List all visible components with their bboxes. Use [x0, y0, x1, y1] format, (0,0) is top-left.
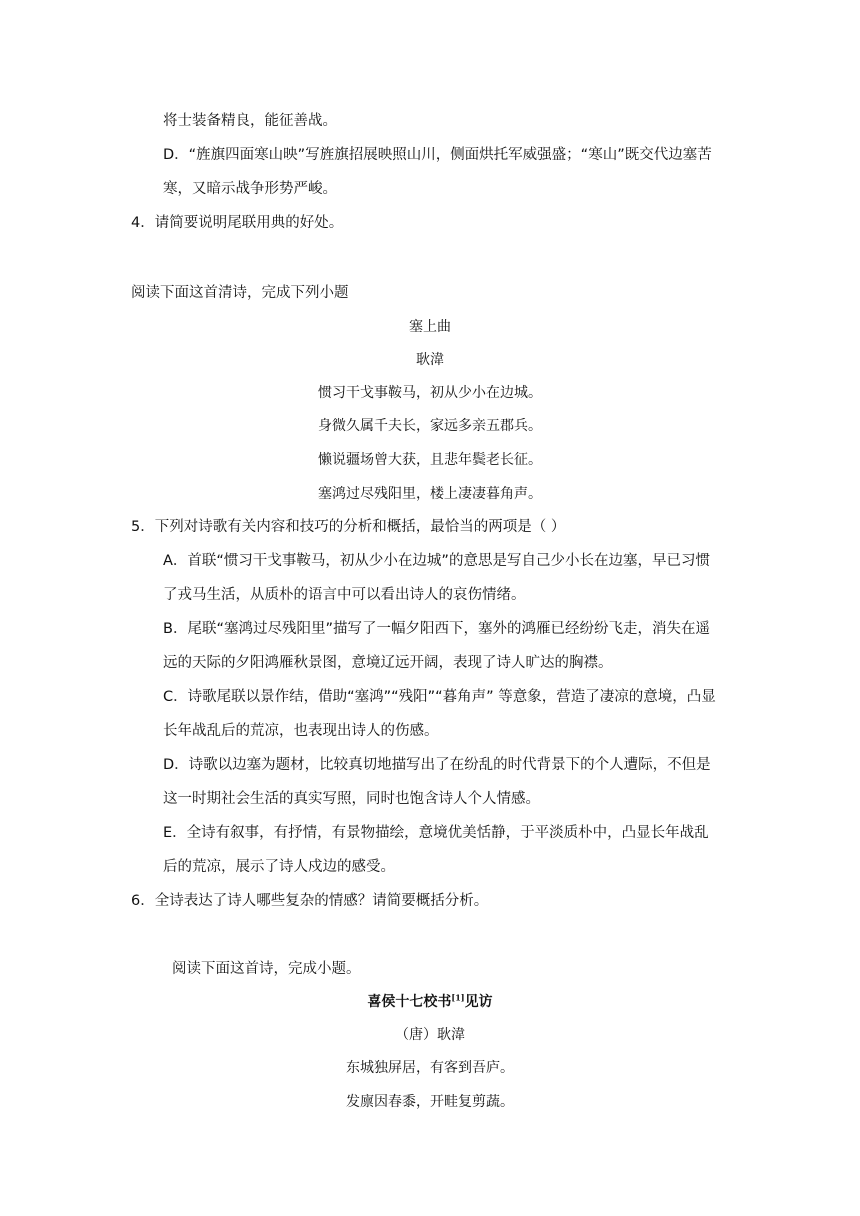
- passage3-poem-title: [0, 992, 860, 1012]
- passage3-title-text: 喜侯十七校书: [367, 994, 452, 1010]
- passage2-poem-title: 塞上曲: [409, 319, 451, 335]
- passage2-poem-line: 惯习干戈事鞍马，初从少小在边城。: [318, 385, 542, 401]
- q5-option-a-line1: A．首联“惯习干戈事鞍马，初从少小在边城”的意思是写自己少小长在边塞，早已习惯: [163, 553, 710, 569]
- question-4: 4．请简要说明尾联用典的好处。: [131, 215, 344, 231]
- q5-option-b-line1: B．尾联“塞鸿过尽残阳里”描写了一幅夕阳西下，塞外的鸿雁已经纷纷飞走，消失在遥: [163, 621, 710, 637]
- passage3-intro: 阅读下面这首诗，完成小题。: [172, 961, 361, 977]
- passage2-intro: 阅读下面这首清诗，完成下列小题: [131, 285, 349, 301]
- q3-option-c-continued: 将士装备精良，能征善战。: [163, 113, 337, 129]
- passage3-poem-line: 发廪因春黍，开畦复剪蔬。: [346, 1094, 514, 1110]
- passage3-title-end: 见访: [464, 994, 493, 1010]
- q5-option-d-line1: D．诗歌以边塞为题材，比较真切地描写出了在纷乱的时代背景下的个人遭际，不但是: [163, 757, 711, 773]
- q3-option-d-line1: D．“旌旗四面寒山映”写旌旗招展映照山川，侧面烘托军威强盛；“寒山”既交代边塞苦: [163, 147, 712, 163]
- question-5-stem: 5．下列对诗歌有关内容和技巧的分析和概括，最恰当的两项是（ ）: [131, 519, 566, 535]
- q5-option-a-line2: 了戎马生活，从质朴的语言中可以看出诗人的哀伤情绪。: [163, 587, 526, 603]
- q5-option-b-line2: 远的天际的夕阳鸿雁秋景图，意境辽远开阔，表现了诗人旷达的胸襟。: [163, 655, 613, 671]
- passage3-poem-line: 东城独屏居，有客到吾庐。: [346, 1060, 514, 1076]
- q3-option-d-line2: 寒，又暗示战争形势严峻。: [163, 181, 337, 197]
- q5-option-c-line1: C．诗歌尾联以景作结，借助“塞鸿”“残阳”“暮角声” 等意象，营造了凄凉的意境，凸显: [163, 689, 716, 705]
- q5-option-c-line2: 长年战乱后的荒凉，也表现出诗人的伤感。: [163, 723, 439, 739]
- passage3-poem-author: （唐）耿湋: [395, 1027, 465, 1043]
- passage2-poem-author: 耿湋: [416, 352, 444, 368]
- passage2-poem-line: 塞鸿过尽残阳里，楼上凄凄暮角声。: [318, 486, 542, 502]
- q5-option-d-line2: 这一时期社会生活的真实写照，同时也饱含诗人个人情感。: [163, 791, 540, 807]
- passage2-poem-line: 懒说疆场曾大获，且悲年鬓老长征。: [318, 452, 542, 468]
- q5-option-e-line2: 后的荒凉，展示了诗人戍边的感受。: [163, 859, 395, 875]
- q5-option-e-line1: E．全诗有叙事，有抒情，有景物描绘，意境优美恬静，于平淡质朴中，凸显长年战乱: [163, 825, 709, 841]
- footnote-marker: [1]: [451, 992, 465, 1003]
- passage2-poem-line: 身微久属千夫长，家远多亲五郡兵。: [318, 418, 542, 434]
- question-6: 6．全诗表达了诗人哪些复杂的情感？请简要概括分析。: [131, 893, 489, 909]
